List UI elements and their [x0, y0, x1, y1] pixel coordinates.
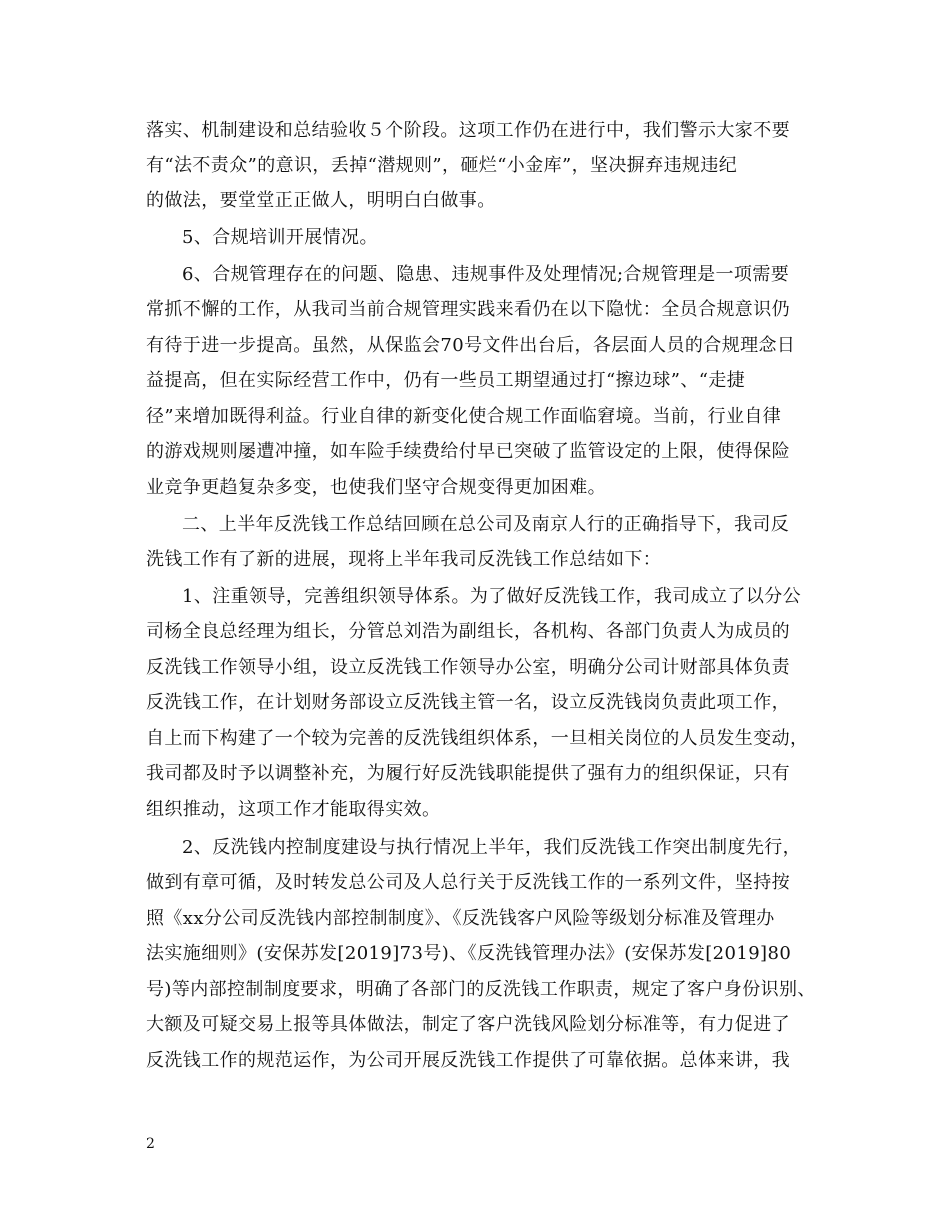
text-line: 反洗钱工作领导小组，设立反洗钱工作领导办公室，明确分公司计财部具体负责: [146, 657, 790, 678]
text-line: 落实、机制建设和总结验收５个阶段。这项工作仍在进行中，我们警示大家不要: [146, 120, 790, 141]
text-line: 1、注重领导，完善组织领导体系。为了做好反洗钱工作，我司成立了以分公: [182, 586, 802, 607]
text-line: 做到有章可循，及时转发总公司及人总行关于反洗钱工作的一系列文件，坚持按: [146, 872, 790, 893]
text-line: 照《xx分公司反洗钱内部控制制度》、《反洗钱客户风险等级划分标准及管理办: [146, 908, 775, 929]
text-line: 6、合规管理存在的问题、隐患、违规事件及处理情况;合规管理是一项需要: [182, 264, 790, 285]
text-line: 业竞争更趋复杂多变，也使我们坚守合规变得更加困难。: [146, 477, 606, 498]
text-line: 洗钱工作有了新的进展，现将上半年我司反洗钱工作总结如下：: [146, 549, 662, 570]
text-line: 常抓不懈的工作，从我司当前合规管理实践来看仍在以下隐忧：全员合规意识仍: [146, 299, 790, 320]
text-line: 反洗钱工作的规范运作，为公司开展反洗钱工作提供了可靠依据。总体来讲，我: [146, 1050, 790, 1071]
text-line: 组织推动，这项工作才能取得实效。: [146, 799, 441, 820]
text-line: 号)等内部控制制度要求，明确了各部门的反洗钱工作职责，规定了客户身份识别、: [146, 979, 816, 1000]
text-line: 有“法不责众”的意识，丢掉“潜规则”，砸烂“小金库”，坚决摒弃违规违纪: [146, 155, 738, 176]
text-line: 有待于进一步提高。虽然，从保监会70号文件出台后，各层面人员的合规理念日: [146, 335, 796, 356]
page-number: 2: [146, 1136, 155, 1152]
text-line: 司杨全良总经理为组长，分管总刘浩为副组长，各机构、各部门负责人为成员的: [146, 621, 790, 642]
text-line: 反洗钱工作，在计划财务部设立反洗钱主管一名，设立反洗钱岗负责此项工作，: [146, 692, 790, 713]
text-line: 的游戏规则屡遭冲撞，如车险手续费给付早已突破了监管设定的上限，使得保险: [146, 441, 790, 462]
text-line: 法实施细则》(安保苏发[2019]73号)、《反洗钱管理办法》(安保苏发[2019]80: [146, 943, 792, 964]
text-line: 二、上半年反洗钱工作总结回顾在总公司及南京人行的正确指导下，我司反: [182, 514, 790, 535]
text-line: 大额及可疑交易上报等具体做法，制定了客户洗钱风险划分标准等，有力促进了: [146, 1014, 790, 1035]
text-line: 2、反洗钱内控制度建设与执行情况上半年，我们反洗钱工作突出制度先行，: [182, 837, 802, 858]
text-line: 5、合规培训开展情况。: [182, 227, 378, 248]
text-line: 益提高，但在实际经营工作中，仍有一些员工期望通过打“擦边球”、“走捷: [146, 370, 746, 391]
text-line: 自上而下构建了一个较为完善的反洗钱组织体系，一旦相关岗位的人员发生变动，: [146, 728, 809, 749]
text-line: 径”来增加既得利益。行业自律的新变化使合规工作面临窘境。当前，行业自律: [146, 406, 782, 427]
text-line: 我司都及时予以调整补充，为履行好反洗钱职能提供了强有力的组织保证，只有: [146, 763, 790, 784]
text-line: 的做法，要堂堂正正做人，明明白白做事。: [146, 190, 496, 211]
